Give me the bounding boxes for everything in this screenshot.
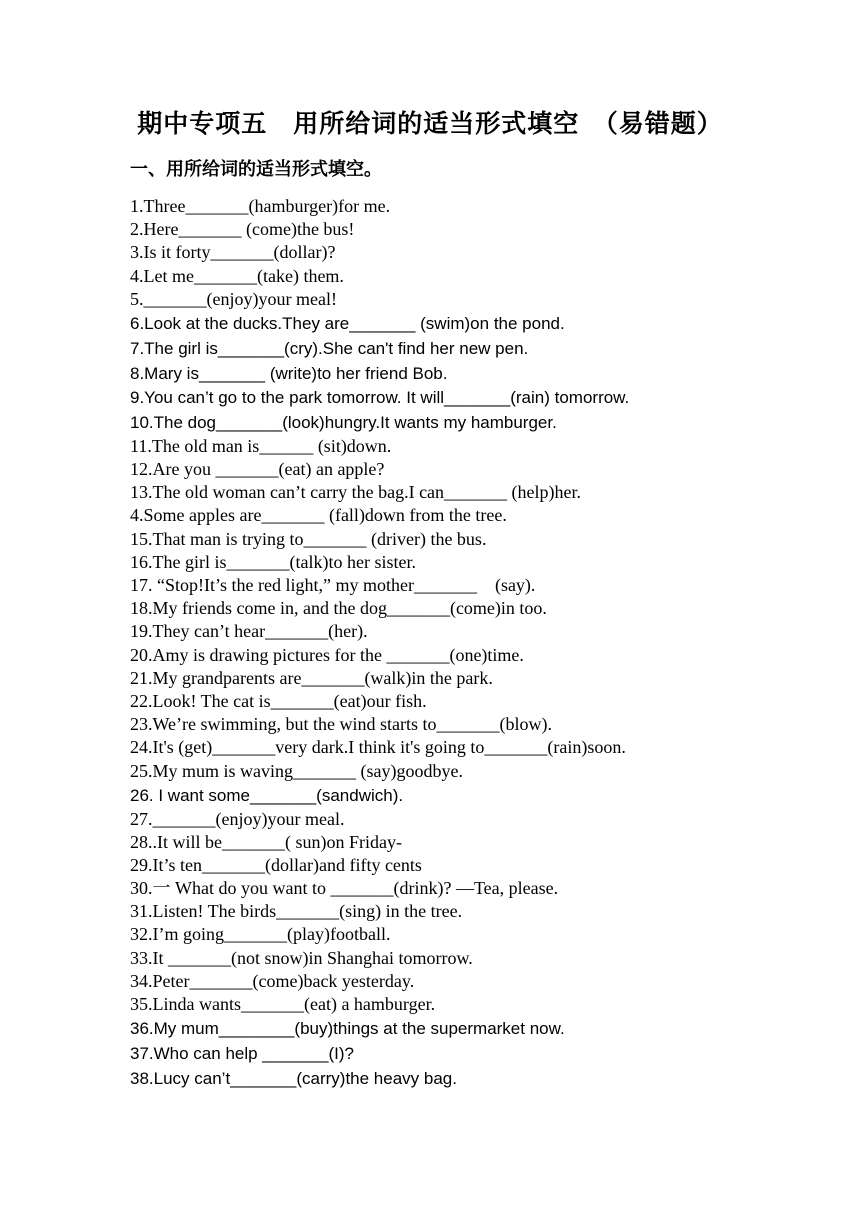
exercise-item: 6.Look at the ducks.They are_______ (swim)on the pond. — [130, 313, 565, 333]
exercise-item: 32.I’m going_______(play)football. — [130, 924, 391, 945]
exercise-item: 17. “Stop!It’s the red light,” my mother_______ (say). — [130, 575, 536, 596]
exercise-item: 31.Listen! The birds_______(sing) in the tree. — [130, 901, 463, 922]
exercise-item: 30.一 What do you want to _______(drink)? —Tea, please. — [130, 878, 559, 899]
exercise-item: 25.My mum is waving_______ (say)goodbye. — [130, 760, 463, 781]
exercise-list — [130, 195, 830, 1091]
exercise-item: 27._______(enjoy)your meal. — [130, 808, 345, 829]
exercise-item: 4.Let me_______(take) them. — [130, 265, 344, 286]
exercise-item: 5._______(enjoy)your meal! — [130, 288, 337, 309]
exercise-item: 8.Mary is_______ (write)to her friend Bob. — [130, 363, 448, 383]
exercise-item: 12.Are you _______(eat) an apple? — [130, 459, 385, 480]
exercise-item: 33.It _______(not snow)in Shanghai tomorrow. — [130, 947, 473, 968]
exercise-item: 22.Look! The cat is_______(eat)our fish. — [130, 690, 427, 711]
exercise-item: 1.Three_______(hamburger)for me. — [130, 196, 391, 216]
exercise-item: 18.My friends come in, and the dog_______(come)in too. — [130, 598, 547, 619]
exercise-item: 24.It's (get)_______very dark.I think it's going to_______(rain)soon. — [130, 737, 626, 758]
exercise-item: 21.My grandparents are_______(walk)in the park. — [130, 667, 493, 688]
exercise-item: 4.Some apples are_______ (fall)down from the tree. — [130, 505, 507, 526]
exercise-item: 15.That man is trying to_______ (driver) the bus. — [130, 528, 487, 549]
exercise-item: 3.Is it forty_______(dollar)? — [130, 242, 336, 263]
exercise-item: 7.The girl is_______(cry).She can't find her new pen. — [130, 338, 529, 358]
exercise-item: 26. I want some_______(sandwich). — [130, 785, 404, 805]
exercise-item: 38.Lucy can’t_______(carry)the heavy bag. — [130, 1068, 457, 1088]
exercise-item: 34.Peter_______(come)back yesterday. — [130, 970, 415, 991]
exercise-item: 36.My mum________(buy)things at the supermarket now. — [130, 1019, 565, 1039]
exercise-item: 19.They can’t hear_______(her). — [130, 621, 368, 642]
section-heading: 一、用所给词的适当形式填空。 — [130, 159, 382, 180]
page-title: 期中专项五 用所给词的适当形式填空 （易错题） — [137, 109, 723, 138]
exercise-item: 2.Here_______ (come)the bus! — [130, 219, 355, 240]
exercise-item: 35.Linda wants_______(eat) a hamburger. — [130, 994, 436, 1015]
exercise-item: 11.The old man is______ (sit)down. — [130, 435, 392, 456]
exercise-item: 37.Who can help _______(I)? — [130, 1044, 354, 1064]
exercise-item: 16.The girl is_______(talk)to her sister. — [130, 551, 416, 572]
exercise-item: 23.We’re swimming, but the wind starts to_______(blow). — [130, 714, 552, 735]
exercise-item: 20.Amy is drawing pictures for the _______(one)time. — [130, 644, 524, 665]
exercise-item: 9.You can’t go to the park tomorrow. It will_______(rain) tomorrow. — [130, 388, 630, 408]
exercise-item: 13.The old woman can’t carry the bag.I can_______ (help)her. — [130, 482, 582, 503]
exercise-item: 28..It will be_______( sun)on Friday- — [130, 831, 402, 852]
exercise-item: 29.It’s ten_______(dollar)and fifty cents — [130, 854, 422, 875]
exercise-item: 10.The dog_______(look)hungry.It wants my hamburger. — [130, 413, 557, 433]
